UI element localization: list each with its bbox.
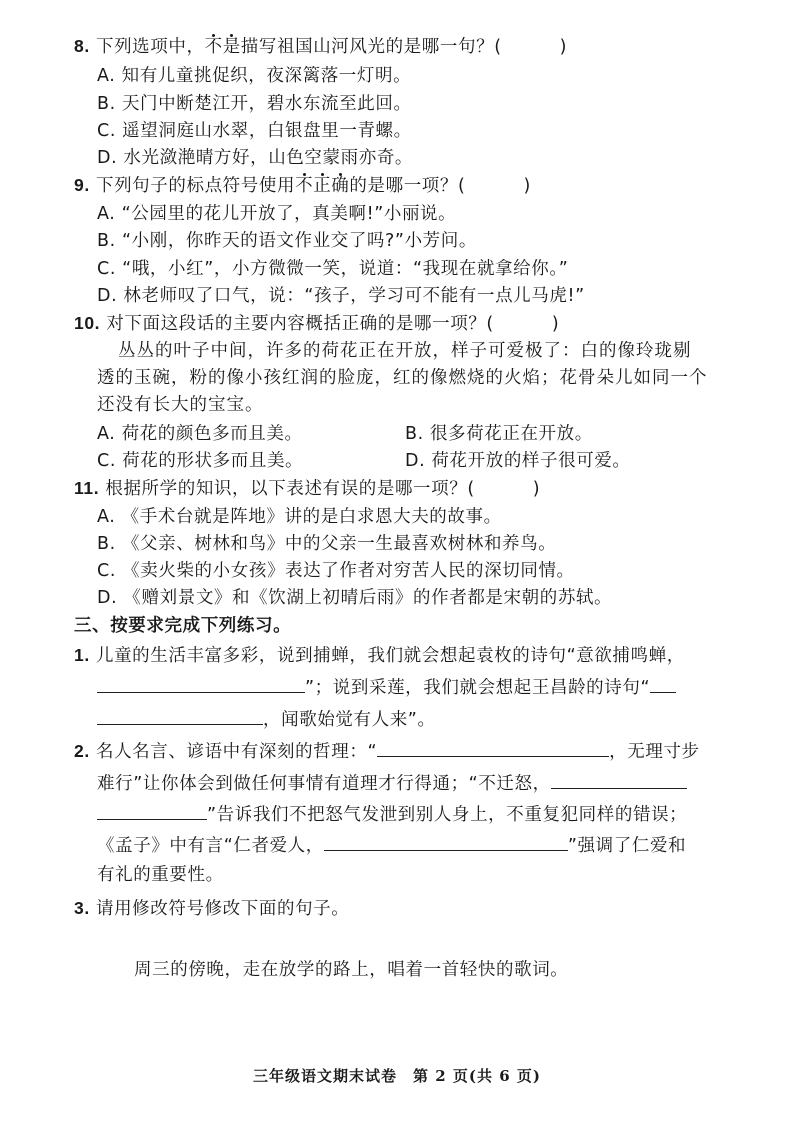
q10-option-a [97, 421, 303, 447]
q9-stem-part: 下列句子的标点符号使用 [95, 176, 296, 196]
option-text: 《赠刘景文》和《饮湖上初晴后雨》的作者都是宋朝的苏轼。 [123, 588, 613, 608]
q10-number: 10. [74, 313, 101, 333]
q8-option-a [97, 63, 411, 89]
s3-q3-sentence[interactable]: 周三的傍晚，走在放学的路上，唱着一首轻快的歌词。 [134, 960, 569, 980]
q11-stem-part: ) [532, 479, 541, 499]
s3-q1-line1 [74, 642, 685, 669]
s3-q3-number: 3. [74, 898, 90, 918]
section-heading: 三、按要求完成下列练习。 [74, 616, 292, 636]
s3-q2-line4 [97, 832, 686, 859]
s3-q1-number: 1. [74, 645, 90, 665]
s3-q2-text: ，无理寸步 [609, 742, 700, 762]
fill-blank[interactable] [551, 770, 687, 789]
fill-blank[interactable] [324, 832, 568, 851]
s3-q2-number: 2. [74, 741, 90, 761]
emphasis-char: 不 [295, 176, 314, 196]
option-letter: A. [97, 204, 116, 224]
q10-stem-part: 对下面这段话的主要内容概括正确的是哪一项？( [106, 314, 494, 334]
option-letter: D. [97, 286, 118, 306]
q10-passage-line: 丛丛的叶子中间，许多的荷花正在开放，样子可爱极了：白的像玲珑剔 [118, 341, 692, 361]
q8-stem-part: 描写祖国山河风光的是哪一句？( [240, 37, 502, 57]
q8-option-b [97, 91, 412, 117]
q10-passage-line: 还没有长大的宝宝。 [97, 395, 264, 415]
q11-number: 11. [74, 478, 100, 498]
q11-option-a [97, 504, 502, 530]
option-text: “小刚，你昨天的语文作业交了吗?”小芳问。 [121, 231, 477, 251]
option-letter: D. [405, 451, 426, 471]
option-letter: C. [97, 259, 116, 279]
s3-q2-line2 [97, 770, 687, 797]
q9-stem-part: ) [523, 176, 531, 196]
q10-option-b [405, 421, 593, 447]
s3-q1-text: 儿童的生活丰富多彩，说到捕蝉，我们就会想起袁枚的诗句“意欲捕鸣蝉， [95, 646, 685, 666]
q11-option-b [97, 531, 556, 557]
s3-q2-line5: 有礼的重要性。 [97, 865, 224, 885]
s3-q2-line3 [97, 801, 687, 828]
option-text: 林老师叹了口气，说：“孩子，学习可不能有一点儿马虎!” [123, 286, 585, 306]
option-text: 荷花开放的样子很可爱。 [431, 451, 631, 471]
fill-blank[interactable] [650, 674, 676, 693]
option-letter: D. [97, 148, 118, 168]
option-letter: C. [97, 561, 116, 581]
option-letter: B. [97, 231, 116, 251]
option-text: 《卖火柴的小女孩》表达了作者对穷苦人民的深切同情。 [122, 561, 575, 581]
option-text: 天门中断楚江开，碧水东流至此回。 [121, 94, 412, 114]
q8-stem-part: 下列选项中， [95, 37, 205, 57]
option-letter: A. [97, 66, 116, 86]
s3-q2-text: ”告诉我们不把怒气发泄到别人身上，不重复犯同样的错误； [207, 805, 688, 825]
q8-stem [74, 33, 567, 60]
s3-q2-line1 [74, 738, 700, 765]
s3-q1-line2 [97, 674, 676, 701]
q9-option-b [97, 228, 477, 254]
s3-q2-text: 《孟子》中有言“仁者爱人， [97, 836, 324, 856]
q9-stem-part: 的是哪一项？( [349, 176, 466, 196]
q9-number: 9. [74, 175, 90, 195]
q8-option-c [97, 118, 412, 144]
option-text: 荷花的颜色多而且美。 [121, 424, 303, 444]
option-letter: C. [97, 121, 116, 141]
option-letter: B. [97, 534, 116, 554]
fill-blank[interactable] [97, 801, 207, 820]
option-text: “哦，小红”，小方微微一笑，说道：“我现在就拿给你。” [122, 259, 569, 279]
q9-option-c [97, 256, 568, 282]
s3-q3-line [74, 895, 349, 922]
fill-blank[interactable] [377, 738, 609, 757]
emphasis-char: 确 [331, 176, 350, 196]
q10-stem [74, 310, 559, 337]
q10-option-c [97, 448, 303, 474]
q11-stem-part: 根据所学的知识，以下表述有误的是哪一项？( [105, 479, 475, 499]
s3-q1-line3 [97, 706, 436, 733]
q8-stem-part: ) [559, 37, 568, 57]
option-letter: B. [97, 94, 116, 114]
q8-number: 8. [74, 36, 90, 56]
q11-option-c [97, 558, 575, 584]
s3-q1-text: ，闻歌始觉有人来”。 [263, 710, 436, 730]
q9-option-a [97, 201, 456, 227]
option-text: 很多荷花正在开放。 [429, 424, 593, 444]
emphasis-char: 正 [313, 176, 332, 196]
option-letter: A. [97, 424, 116, 444]
s3-q2-text: ”强调了仁爱和 [567, 836, 687, 856]
emphasis-char: 不 [204, 37, 223, 57]
option-text: 《父亲、树林和鸟》中的父亲一生最喜欢树林和养鸟。 [121, 534, 557, 554]
q10-stem-part: ) [551, 314, 560, 334]
s3-q3-text: 请用修改符号修改下面的句子。 [95, 899, 350, 919]
option-letter: A. [97, 507, 116, 527]
q8-option-d [97, 145, 413, 171]
page-footer: 三年级语文期末试卷 第 2 页(共 6 页) [253, 1067, 541, 1085]
option-letter: D. [97, 588, 118, 608]
option-text: 《手术台就是阵地》讲的是白求恩大夫的故事。 [121, 507, 502, 527]
option-letter: C. [97, 451, 116, 471]
q9-stem [74, 172, 531, 199]
s3-q1-text: ”；说到采莲，我们就会想起王昌龄的诗句“ [305, 678, 651, 698]
option-text: “公园里的花儿开放了，真美啊!”小丽说。 [121, 204, 457, 224]
fill-blank[interactable] [97, 706, 263, 725]
s3-q2-text: 难行”让你体会到做任何事情有道理才行得通；“不迁怒， [97, 774, 551, 794]
q10-option-d [405, 448, 631, 474]
q9-option-d [97, 283, 585, 309]
option-text: 荷花的形状多而且美。 [122, 451, 304, 471]
q11-option-d [97, 585, 612, 611]
s3-q2-text: 名人名言、谚语中有深刻的哲理：“ [95, 742, 378, 762]
option-text: 水光潋滟晴方好，山色空蒙雨亦奇。 [123, 148, 414, 168]
q11-stem [74, 475, 540, 502]
option-letter: B. [405, 424, 424, 444]
fill-blank[interactable] [97, 674, 305, 693]
option-text: 遥望洞庭山水翠，白银盘里一青螺。 [122, 121, 412, 141]
q10-passage-line: 透的玉碗，粉的像小孩红润的脸庞，红的像燃烧的火焰；花骨朵儿如同一个 [97, 368, 708, 388]
emphasis-char: 是 [222, 37, 241, 57]
option-text: 知有儿童挑促织，夜深篱落一灯明。 [121, 66, 412, 86]
